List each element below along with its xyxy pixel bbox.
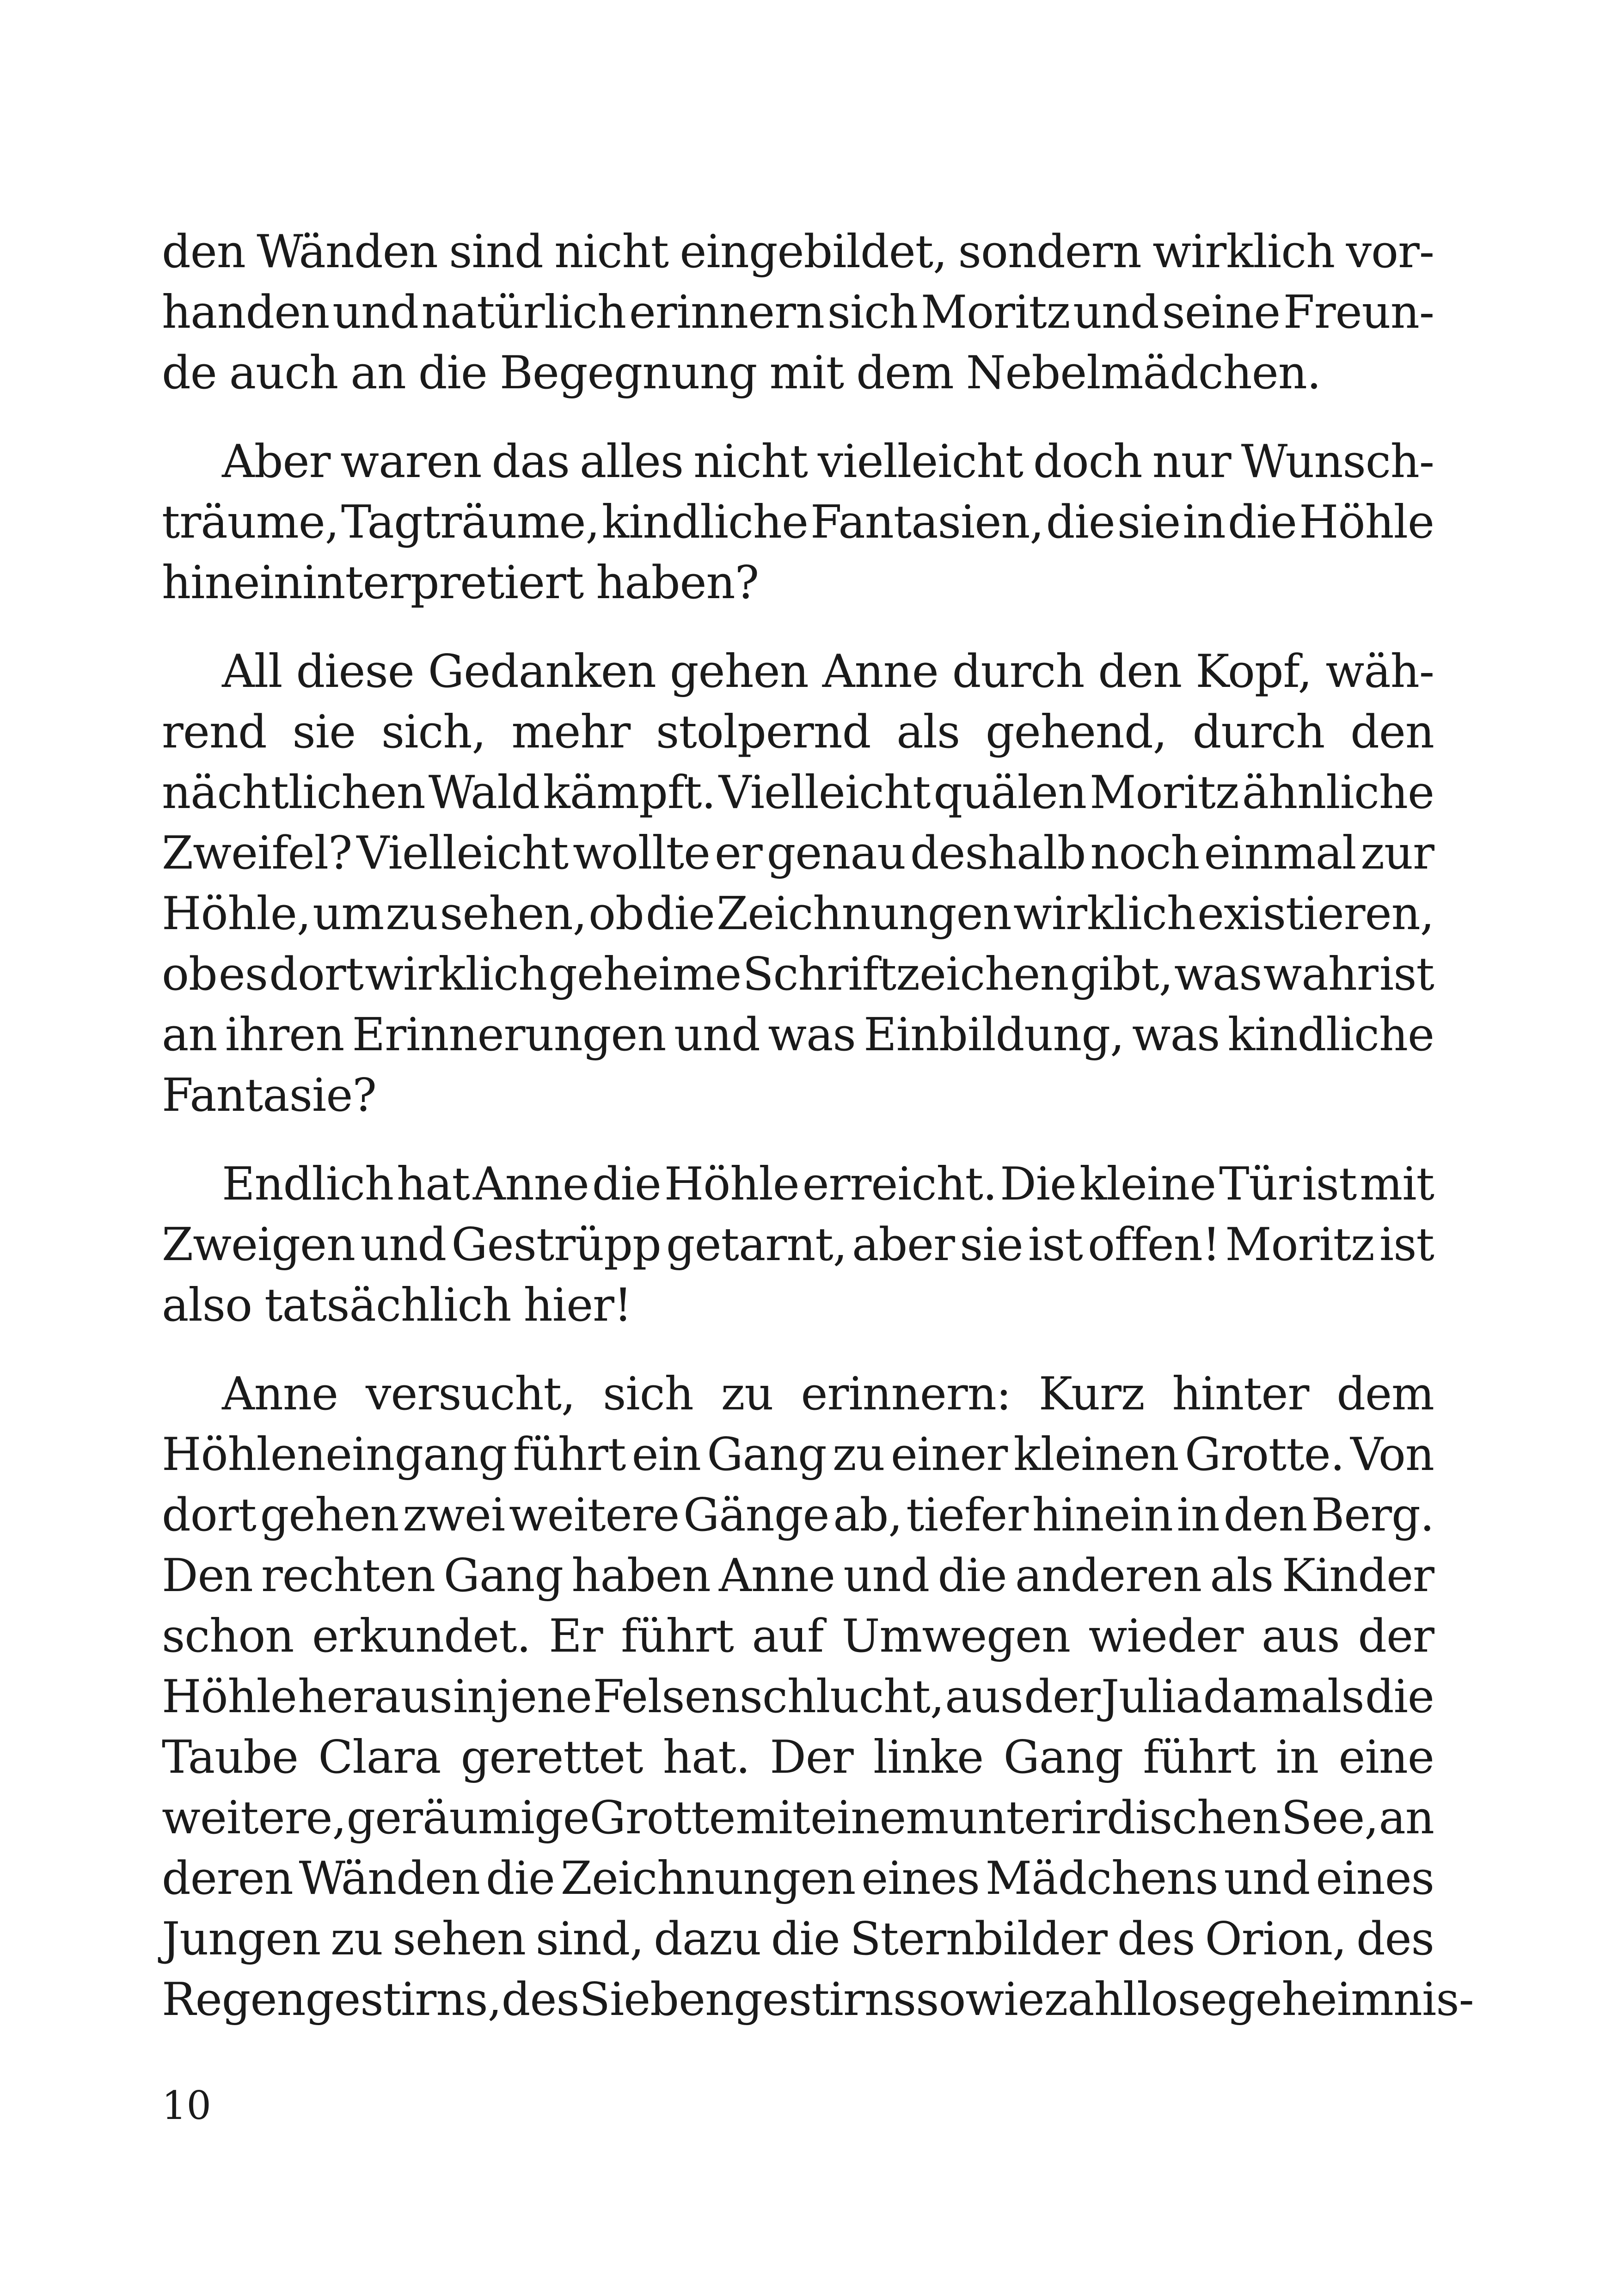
text-line [162, 1849, 1434, 1909]
word: Gang [1003, 1731, 1123, 1784]
word: um [313, 888, 384, 940]
word: in [1177, 1489, 1220, 1542]
word: haben [571, 1549, 711, 1602]
text-line [162, 1425, 1434, 1485]
word: nächtlichen [162, 766, 425, 819]
word: also [162, 1279, 252, 1332]
word: sich [827, 286, 918, 339]
word: Siebengestirns [579, 1973, 916, 2026]
word: sehen [392, 1913, 526, 1965]
word: diese [296, 645, 414, 698]
word: Begegnung [499, 347, 757, 399]
word: in [1183, 496, 1226, 549]
word: und [1224, 1852, 1310, 1905]
word: Berg. [1311, 1489, 1434, 1542]
paragraph-gap [162, 613, 1434, 642]
word: mit [1360, 1158, 1434, 1211]
word: See, [1281, 1792, 1379, 1844]
word: hat [397, 1158, 470, 1211]
word: quälen [933, 766, 1087, 819]
word: ob [162, 948, 217, 1001]
word: Höhle [1299, 496, 1434, 549]
word: Aber [222, 435, 331, 488]
word: doch [1033, 435, 1142, 488]
word: weitere, [162, 1792, 346, 1844]
word: ab, [833, 1489, 902, 1542]
word: gehen [669, 645, 809, 698]
word: Grotte. [1184, 1428, 1344, 1481]
text-line [162, 1667, 1434, 1727]
word: Felsenschlucht, [593, 1671, 944, 1723]
word: zu [721, 1368, 773, 1420]
paragraph-gap [162, 1126, 1434, 1154]
word: hinter [1172, 1368, 1309, 1420]
word: er [714, 827, 762, 880]
word: Gänge [683, 1489, 829, 1542]
word: als [1210, 1549, 1274, 1602]
text-line [162, 944, 1434, 1005]
word: nicht [693, 435, 808, 488]
word: Erinnerungen [352, 1009, 666, 1061]
text-line [162, 343, 1434, 404]
word: sie [1117, 496, 1181, 549]
word: aus [1262, 1610, 1340, 1663]
text-line [162, 553, 1434, 613]
word: heraus [298, 1671, 452, 1723]
word: ein [631, 1428, 701, 1481]
word: den [162, 226, 245, 278]
word: Tagträume, [341, 496, 600, 549]
word: der [1024, 1671, 1100, 1723]
word: kleine [1079, 1158, 1216, 1211]
word: Höhle, [162, 888, 311, 940]
word: die [1365, 1671, 1434, 1723]
word: sind, [535, 1913, 644, 1965]
word: dem [856, 347, 954, 399]
word: geräumige [346, 1792, 589, 1844]
word: und [1073, 286, 1159, 339]
paragraph [162, 1154, 1434, 1336]
word: träume, [162, 496, 339, 549]
word: sondern [958, 226, 1141, 278]
word: Moritz [1090, 766, 1239, 819]
word: gerettet [460, 1731, 643, 1784]
word: linke [873, 1731, 984, 1784]
word: ist [1379, 1218, 1434, 1271]
word: gehend, [986, 706, 1167, 759]
word: Einbildung, [864, 1009, 1124, 1061]
text-line [162, 432, 1434, 492]
word: Von [1350, 1428, 1434, 1481]
word: aber [852, 1218, 955, 1271]
word: das [491, 435, 570, 488]
word: handen [162, 286, 330, 339]
word: kleinen [1013, 1428, 1179, 1481]
word: zur [1361, 827, 1434, 880]
word: was [1132, 1009, 1220, 1061]
paragraph [162, 432, 1434, 613]
word: dort [162, 1489, 256, 1542]
word: Wänden [257, 226, 438, 278]
word: führt [621, 1610, 734, 1663]
word: wieder [1088, 1610, 1244, 1663]
word: versucht, [366, 1368, 576, 1420]
page-number: 10 [162, 2083, 211, 2128]
word: wahr [1263, 948, 1378, 1001]
word: wäh- [1325, 645, 1434, 698]
word: kindliche [1227, 1009, 1434, 1061]
word: Höhle [162, 1671, 297, 1723]
word: Moritz [920, 286, 1070, 339]
word: zwei [403, 1489, 505, 1542]
word: sind [449, 226, 543, 278]
word: geheime [548, 948, 742, 1001]
word: Wänden [299, 1852, 480, 1905]
word: an [350, 347, 406, 399]
word: erkundet. [312, 1610, 531, 1663]
word: führt [513, 1428, 626, 1481]
word: Anne [222, 1368, 338, 1420]
word: eines [1316, 1852, 1434, 1905]
word: Moritz [1225, 1218, 1374, 1271]
word: unterirdischen [949, 1792, 1281, 1844]
text-line [162, 884, 1434, 944]
word: hinein [1032, 1489, 1173, 1542]
word: sich [603, 1368, 693, 1420]
word: ist [1302, 1158, 1357, 1211]
word: alles [579, 435, 684, 488]
word: wirklich [1013, 888, 1196, 940]
word: sich, [381, 706, 486, 759]
word: Umwegen [841, 1610, 1071, 1663]
word: Der [770, 1731, 853, 1784]
word: Wald [428, 766, 540, 819]
word: mehr [511, 706, 631, 759]
text-line [162, 222, 1434, 282]
word: hineininterpretiert [162, 557, 584, 609]
word: Gestrüpp [451, 1218, 661, 1271]
word: Anne [822, 645, 938, 698]
word: Höhleneingang [162, 1428, 507, 1481]
text-line [162, 1606, 1434, 1667]
text-line [162, 1546, 1434, 1606]
word: Den [162, 1549, 253, 1602]
word: Die [1000, 1158, 1077, 1211]
word: deren [162, 1852, 293, 1905]
word: Tür [1219, 1158, 1299, 1211]
word: durch [1192, 706, 1325, 759]
word: Er [549, 1610, 603, 1663]
paragraph [162, 1364, 1474, 2030]
word: Gang [443, 1549, 564, 1602]
word: die [771, 1913, 840, 1965]
word: ist [1379, 948, 1434, 1001]
word: zu [331, 1913, 383, 1965]
word: stolpernd [656, 706, 871, 759]
word: des [501, 1973, 579, 2026]
word: Anne [472, 1158, 589, 1211]
word: tatsächlich [264, 1279, 511, 1332]
word: All [222, 645, 282, 698]
word: und [360, 1218, 447, 1271]
word: Mädchens [985, 1852, 1218, 1905]
word: rend [162, 706, 267, 759]
word: Freun- [1283, 286, 1434, 339]
word: tiefer [906, 1489, 1029, 1542]
word: wollte [573, 827, 710, 880]
word: dort [269, 948, 364, 1001]
word: getarnt, [666, 1218, 847, 1271]
word: kämpft. [543, 766, 716, 819]
word: Kinder [1281, 1549, 1434, 1602]
word: erinnern: [801, 1368, 1011, 1420]
text-line [162, 1909, 1434, 1970]
word: eines [861, 1852, 980, 1905]
word: zu [832, 1428, 885, 1481]
word: mit [769, 347, 844, 399]
word: Sternbilder [850, 1913, 1107, 1965]
word: was [1174, 948, 1262, 1001]
word: haben? [596, 557, 759, 609]
word: nicht [554, 226, 668, 278]
text-line [162, 1154, 1434, 1215]
text-line [162, 823, 1434, 884]
body-text [162, 222, 1474, 2030]
word: in [1275, 1731, 1319, 1784]
word: Zweigen [162, 1218, 355, 1271]
word: den [1350, 706, 1434, 759]
word: die [1046, 496, 1115, 549]
word: anderen [1015, 1549, 1202, 1602]
word: in [453, 1671, 496, 1723]
word: es [218, 948, 268, 1001]
word: sie [292, 706, 356, 759]
word: Kurz [1038, 1368, 1145, 1420]
word: genau [766, 827, 906, 880]
word: einmal [1204, 827, 1356, 880]
word: erinnern [629, 286, 825, 339]
word: vor- [1346, 226, 1434, 278]
word: hat. [662, 1731, 750, 1784]
word: den [1098, 645, 1182, 698]
word: natürlich [421, 286, 626, 339]
word: des [1356, 1913, 1434, 1965]
word: eingebildet, [680, 226, 947, 278]
word: als [896, 706, 960, 759]
word: noch [1090, 827, 1200, 880]
word: dem [1336, 1368, 1434, 1420]
word: jene [496, 1671, 592, 1723]
word: Gang [707, 1428, 827, 1481]
word: gehen [260, 1489, 399, 1542]
word: dazu [654, 1913, 761, 1965]
word: Taube [162, 1731, 299, 1784]
word: ob [588, 888, 644, 940]
text-line [162, 642, 1434, 702]
word: weitere [509, 1489, 680, 1542]
word: Vielleicht [356, 827, 569, 880]
text-line [162, 282, 1434, 343]
word: damals [1203, 1671, 1364, 1723]
word: schon [162, 1610, 294, 1663]
word: rechten [261, 1549, 435, 1602]
text-line [162, 763, 1434, 823]
word: kindliche [601, 496, 808, 549]
word: Zweifel? [162, 827, 352, 880]
word: die [485, 1852, 555, 1905]
word: nur [1152, 435, 1231, 488]
word: Nebelmädchen. [966, 347, 1321, 399]
paragraph-gap [162, 404, 1434, 432]
text-line [162, 702, 1434, 763]
word: existieren, [1197, 888, 1434, 940]
word: die [1227, 496, 1297, 549]
word: Fantasien, [810, 496, 1044, 549]
text-line [162, 1970, 1474, 2030]
paragraph-gap [162, 1336, 1434, 1364]
word: des [1117, 1913, 1195, 1965]
word: sehen, [440, 888, 587, 940]
text-line [162, 1215, 1434, 1275]
word: de [162, 347, 217, 399]
word: zu [386, 888, 438, 940]
word: hier! [523, 1279, 632, 1332]
paragraph [162, 222, 1434, 404]
text-line [162, 1275, 1434, 1336]
word: Höhle [664, 1158, 799, 1211]
word: Orion, [1205, 1913, 1347, 1965]
text-line [162, 1065, 1434, 1126]
word: wirklich [1152, 226, 1335, 278]
text-line [162, 1005, 1434, 1065]
word: ihren [225, 1009, 344, 1061]
word: offen! [1088, 1218, 1220, 1271]
text-line [162, 1788, 1434, 1849]
word: auch [229, 347, 338, 399]
word: die [938, 1549, 1007, 1602]
word: einem [810, 1792, 949, 1844]
word: Julia [1101, 1671, 1202, 1723]
word: ist [1028, 1218, 1083, 1271]
word: und [674, 1009, 760, 1061]
word: Endlich [222, 1158, 394, 1211]
word: an [162, 1009, 217, 1061]
word: Kopf, [1195, 645, 1312, 698]
word: mit [735, 1792, 810, 1844]
word: den [1223, 1489, 1307, 1542]
word: Schriftzeichen [742, 948, 1069, 1001]
word: Grotte [589, 1792, 735, 1844]
word: Wunsch- [1241, 435, 1434, 488]
word: der [1358, 1610, 1434, 1663]
word: Clara [318, 1731, 441, 1784]
word: was [768, 1009, 856, 1061]
word: die [592, 1158, 661, 1211]
word: aus [945, 1671, 1023, 1723]
word: erreicht. [802, 1158, 997, 1211]
word: auf [752, 1610, 824, 1663]
text-line [162, 492, 1434, 553]
word: an [1379, 1792, 1434, 1844]
word: seine [1162, 286, 1281, 339]
word: Zeichnungen [560, 1852, 856, 1905]
word: ähnliche [1242, 766, 1434, 819]
word: sie [960, 1218, 1023, 1271]
word: Regengestirns, [162, 1973, 502, 2026]
word: waren [340, 435, 482, 488]
word: führt [1143, 1731, 1256, 1784]
word: und [843, 1549, 930, 1602]
text-line [162, 1364, 1434, 1425]
word: geheimnis- [1226, 1973, 1474, 2026]
text-line [162, 1485, 1434, 1546]
word: Fantasie? [162, 1069, 376, 1122]
word: zahllose [1044, 1973, 1227, 2026]
word: wirklich [365, 948, 547, 1001]
word: vielleicht [817, 435, 1023, 488]
word: Anne [719, 1549, 835, 1602]
word: die [418, 347, 487, 399]
word: Gedanken [428, 645, 656, 698]
word: einer [890, 1428, 1008, 1481]
word: Zeichnungen [717, 888, 1011, 940]
word: Jungen [162, 1913, 321, 1965]
word: durch [952, 645, 1085, 698]
text-line [162, 1727, 1434, 1788]
word: eine [1338, 1731, 1434, 1784]
word: Vielleicht [718, 766, 931, 819]
word: und [332, 286, 419, 339]
word: gibt, [1070, 948, 1173, 1001]
paragraph [162, 642, 1434, 1126]
word: deshalb [910, 827, 1086, 880]
word: die [645, 888, 715, 940]
word: sowie [916, 1973, 1044, 2026]
